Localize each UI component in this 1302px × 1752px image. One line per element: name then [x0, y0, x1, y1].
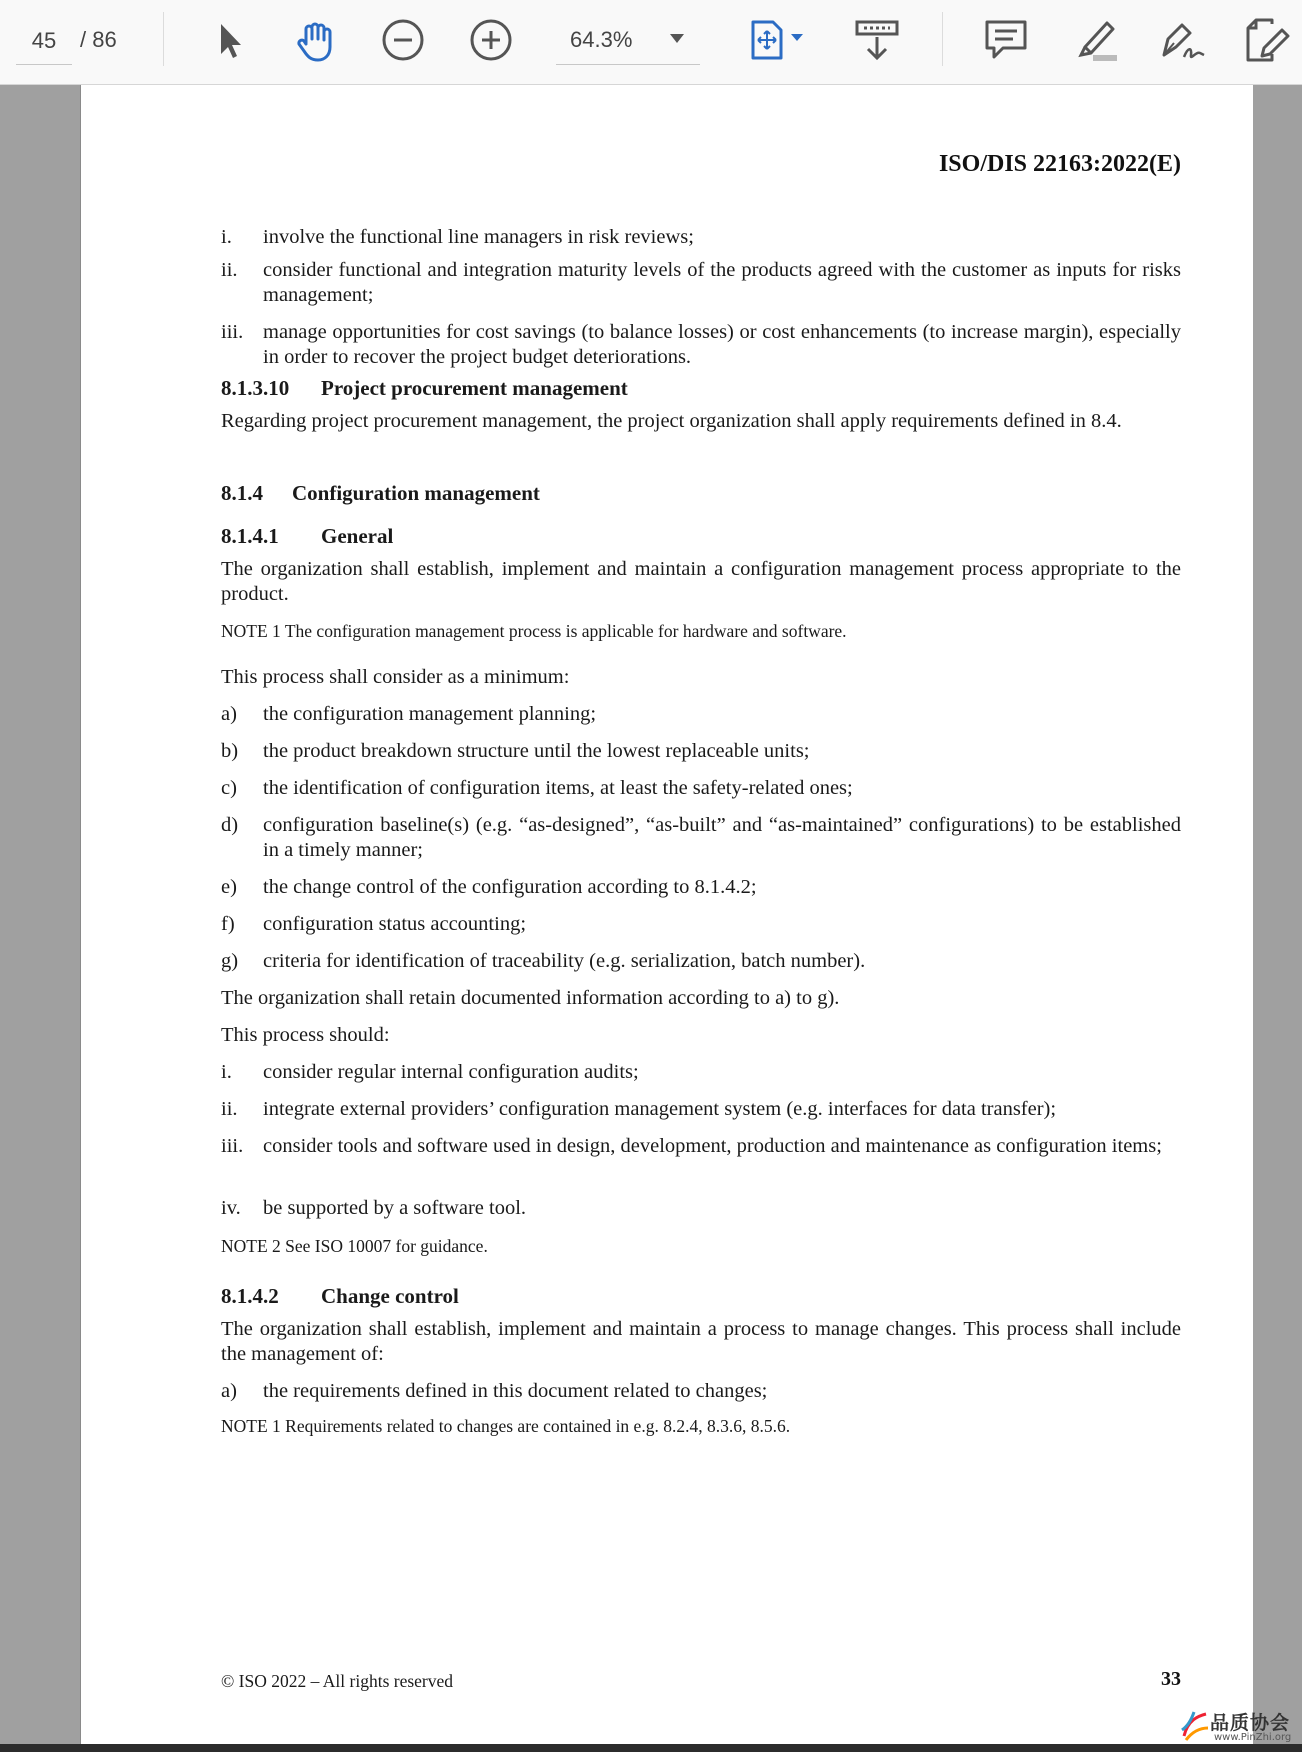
list-text: involve the functional line managers in risk reviews;	[263, 226, 694, 248]
section-number: 8.1.4	[221, 481, 263, 505]
paragraph: Regarding project procurement management, the project organization shall apply requirements defined in 8.4.	[221, 410, 1122, 432]
section-number: 8.1.4.1	[221, 524, 279, 548]
list-label: a)	[221, 703, 237, 725]
highlight-icon	[1071, 17, 1119, 63]
chevron-down-icon	[670, 34, 684, 43]
note: NOTE 2 See ISO 10007 for guidance.	[221, 1236, 488, 1256]
list-label: iii.	[221, 1135, 244, 1157]
select-tool-button[interactable]	[202, 14, 256, 66]
section-title: General	[321, 524, 394, 548]
page-number: 33	[1161, 1668, 1181, 1690]
paragraph: The organization shall retain documented information according to a) to g).	[221, 987, 840, 1009]
list-text: the requirements defined in this document related to changes;	[263, 1380, 768, 1402]
section-title: Project procurement management	[321, 376, 628, 400]
zoom-out-button[interactable]	[376, 14, 430, 66]
list-label: g)	[221, 950, 239, 972]
list-label: i.	[221, 1061, 232, 1083]
list-text: manage opportunities for cost savings (to balance losses) or cost enhancements (to increase margin), especially in order to recover the project budget deteriorations.	[263, 321, 1181, 368]
select-cursor-icon	[213, 20, 245, 60]
list-text: the configuration management planning;	[263, 703, 597, 725]
list-item	[221, 1196, 1181, 1221]
scroll-mode-button[interactable]	[850, 14, 904, 66]
page-number-input[interactable]	[16, 18, 72, 65]
list-item	[221, 225, 1181, 250]
zoom-out-icon	[381, 18, 425, 62]
paragraph: This process shall consider as a minimum:	[221, 666, 570, 688]
section-heading	[221, 524, 1181, 549]
list-label: f)	[221, 913, 235, 935]
list-text: consider regular internal configuration audits;	[263, 1061, 639, 1083]
list-item	[221, 1379, 1181, 1404]
zoom-in-icon	[469, 18, 513, 62]
scroll-mode-icon	[854, 17, 900, 63]
list-item	[221, 949, 1181, 974]
note: NOTE 1 The configuration management process is applicable for hardware and software.	[221, 621, 847, 641]
edit-pdf-button[interactable]	[1240, 14, 1294, 66]
list-text: integrate external providers’ configuration management system (e.g. interfaces for data transfer);	[263, 1098, 1057, 1120]
section-title: Change control	[321, 1284, 459, 1308]
paragraph: The organization shall establish, implement and maintain a configuration management process appropriate to the product.	[221, 558, 1181, 605]
list-item	[221, 702, 1181, 727]
window-bottom-edge	[0, 1744, 1302, 1752]
toolbar-divider	[942, 12, 943, 66]
list-text: consider functional and integration maturity levels of the products agreed with the customer as inputs for risks management;	[263, 259, 1181, 306]
sign-icon	[1158, 17, 1206, 63]
watermark-text: 品质协会	[1210, 1712, 1291, 1734]
edit-pdf-icon	[1242, 16, 1292, 64]
list-label: e)	[221, 876, 237, 898]
section-heading	[221, 1284, 1181, 1309]
hand-tool-button[interactable]	[289, 14, 343, 66]
list-item	[221, 875, 1181, 900]
zoom-in-button[interactable]	[464, 14, 518, 66]
list-label: ii.	[221, 259, 238, 281]
section-number: 8.1.3.10	[221, 376, 290, 400]
list-item	[221, 1060, 1181, 1085]
document-page	[80, 85, 1253, 1752]
paragraph: The organization shall establish, implement and maintain a process to manage changes. This process shall include the management of:	[221, 1318, 1181, 1365]
list-label: i.	[221, 226, 232, 248]
list-text: the change control of the configuration according to 8.1.4.2;	[263, 876, 757, 898]
watermark-logo-icon	[1180, 1710, 1210, 1744]
fit-page-icon	[749, 18, 809, 62]
list-text: be supported by a software tool.	[263, 1197, 527, 1219]
list-text: configuration baseline(s) (e.g. “as-designed”, “as-built” and “as-maintained” configurations) to be established in a timely manner;	[263, 814, 1181, 861]
list-item	[221, 1134, 1181, 1159]
section-title: Configuration management	[292, 481, 540, 505]
list-item	[221, 1097, 1181, 1122]
list-label: d)	[221, 814, 239, 836]
comment-button[interactable]	[979, 14, 1033, 66]
section-heading	[221, 481, 1181, 506]
document-identifier: ISO/DIS 22163:2022(E)	[938, 151, 1181, 177]
list-text: criteria for identification of traceability (e.g. serialization, batch number).	[263, 950, 866, 972]
sign-button[interactable]	[1155, 14, 1209, 66]
list-text: consider tools and software used in design, development, production and maintenance as configuration items;	[263, 1135, 1162, 1157]
hand-tool-icon	[294, 17, 338, 63]
fit-page-button[interactable]	[744, 14, 814, 66]
toolbar-divider	[163, 12, 164, 66]
section-heading	[221, 376, 1181, 401]
zoom-select[interactable]	[556, 14, 700, 65]
watermark-url: www.PinZhi.org	[1214, 1732, 1292, 1743]
list-label: c)	[221, 777, 237, 799]
list-item	[221, 776, 1181, 801]
note: NOTE 1 Requirements related to changes are contained in e.g. 8.2.4, 8.3.6, 8.5.6.	[221, 1416, 791, 1436]
comment-icon	[983, 17, 1029, 63]
list-label: a)	[221, 1380, 237, 1402]
list-text: configuration status accounting;	[263, 913, 527, 935]
page-total: / 86	[80, 27, 117, 52]
site-watermark	[1180, 1706, 1298, 1748]
list-item	[221, 320, 1181, 370]
paragraph: This process should:	[221, 1024, 390, 1046]
highlight-button[interactable]	[1068, 14, 1122, 66]
list-label: b)	[221, 740, 239, 762]
zoom-value: 64.3%	[570, 27, 633, 52]
list-text: the identification of configuration items, at least the safety-related ones;	[263, 777, 853, 799]
list-text: the product breakdown structure until the lowest replaceable units;	[263, 740, 810, 762]
list-item	[221, 813, 1181, 863]
list-label: ii.	[221, 1098, 238, 1120]
pdf-toolbar	[0, 0, 1302, 85]
list-label: iii.	[221, 321, 244, 343]
copyright-footer: © ISO 2022 – All rights reserved	[221, 1671, 454, 1691]
list-item	[221, 739, 1181, 764]
list-item	[221, 912, 1181, 937]
section-number: 8.1.4.2	[221, 1284, 279, 1308]
list-label: iv.	[221, 1197, 241, 1219]
list-item	[221, 258, 1181, 308]
